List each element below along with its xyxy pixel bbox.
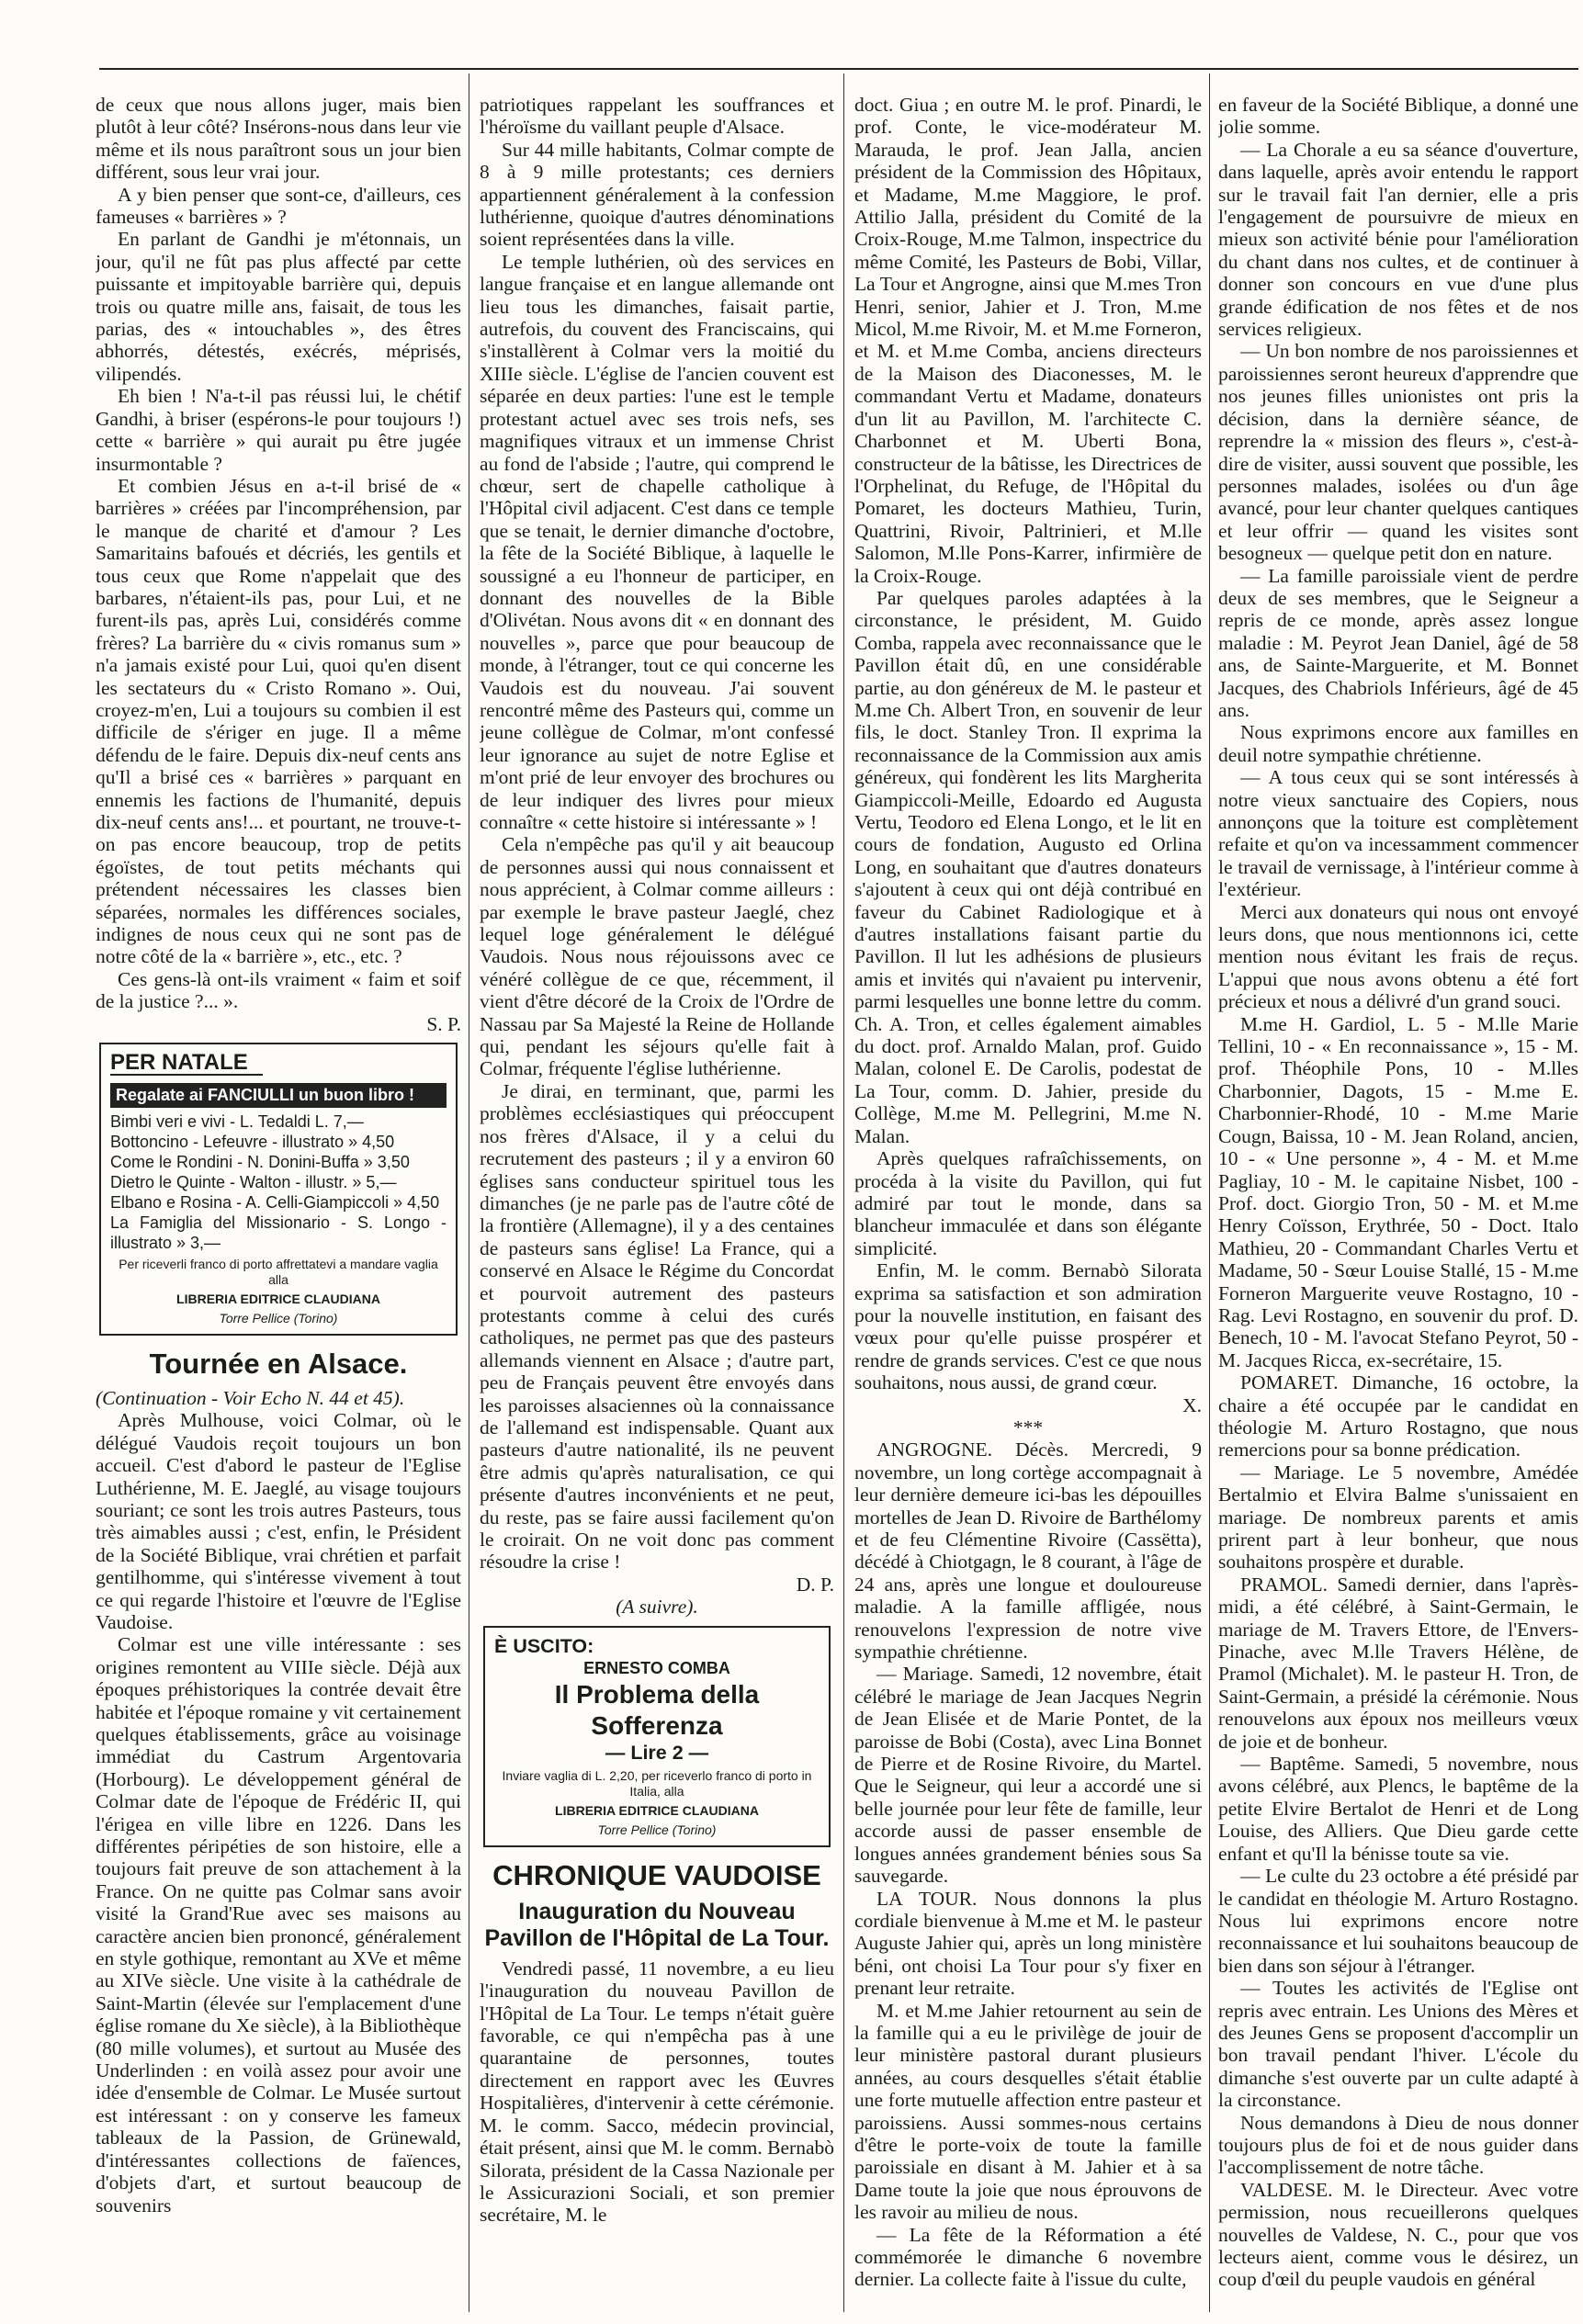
paragraph: — Mariage. Samedi, 12 novembre, était célébré le mariage de Jean Jacques Negrin de Jean Elisée et de Marie Pontet, de la paroisse de Bobi (Costa), avec Lina Bonnet de Pierre et de Rosine Rivoire, du Martel. Que le Seigneur, qui leur a accordé une si belle journée pour leur fête de famille, leur accorde aussi de passer ensemble de longues années grandement bénies sous Sa sauvegarde. <box>854 1663 1202 1888</box>
advert-publisher: LIBRERIA EDITRICE CLAUDIANA <box>176 1291 380 1306</box>
paragraph: Enfin, M. le comm. Bernabò Silorata exprima sa satisfaction et son admiration pour la nouvelle institution, en faisant des vœux pour qu'elle puisse prospérer et rendre de grands services. C'est ce que nous souhaitons, nous aussi, de grand cœur. <box>854 1259 1202 1394</box>
advert-price: — Lire 2 — <box>605 1742 709 1765</box>
paragraph: Et combien Jésus en a-t-il brisé de « barrières » créées par l'incompréhension, par le manque de charité et d'amour ? Les Samaritains bafoués et décriés, les gentils et tous ceux que Rome n'appelait que des barbares, n'étaient-ils pas, pour Lui, et ne furent-ils pas, après Lui, considérés comme frères? La barrière du « civis romanus sum » n'a jamais existé pour Lui, quoi qu'en disent les sectateurs du « Cristo Romano ». Oui, croyez-m'en, Lui a toujours su combien il est difficile de s'ériger en juge. Il a même défendu de le faire. Depuis dix-neuf cents ans qu'Il a brisé ces « barrières » parquant en ennemis les factions de l'humanité, depuis dix-neuf cents ans!... et pourtant, ne trouve-t-on pas encore beaucoup, trop de petits égoïstes, de tout petits méchants qui prétendent nécessaires les classes bien séparées, normales les différences sociales, indignes de nous ceux qui ne sont pas de notre côté de la « barrière », etc., etc. ? <box>96 474 461 968</box>
advert-note: Inviare vaglia di L. 2,20, per riceverlo franco di porto in Italia, alla <box>502 1767 812 1799</box>
column-2 <box>480 94 834 2312</box>
paragraph: — A tous ceux qui se sont intéressés à notre vieux sanctuaire des Copiers, nous annonçons que la toiture est complètement refaite et qu'on va incessamment commencer le travail de vernissage, à l'intérieur comme à l'extérieur. <box>1218 766 1578 901</box>
signature: S. P. <box>426 1012 461 1035</box>
paragraph: — La famille paroissiale vient de perdre deux de ses membres, que le Seigneur a repris de ce monde, après assez longue maladie : M. Peyrot Jean Daniel, âgé de 58 ans, de Sainte-Marguerite, et M. Bonnet Jacques, des Chabriols Inférieurs, âgé de 45 ans. <box>1218 564 1578 721</box>
advert-note: Per riceverli franco di porto affrettatevi a mandare vaglia alla <box>119 1256 438 1287</box>
paragraph: Colmar est une ville intéressante : ses origines remontent au VIIIe siècle. Déjà aux époques préhistoriques la contrée devait être habitée et l'époque romaine y vit certainement quelques établissements, grâce au voisinage immédiat du Castrum Argentovaria (Horbourg). Le développement général de Colmar date de l'époque de Frédéric II, qui l'érigea en ville libre en 1226. Dans les différentes péripéties de son histoire, elle a toujours fait preuve de son attachement à la France. On ne quitte pas Colmar sans avoir visité la Grand'Rue avec ses maisons au caractère ancien bien prononcé, généralement en style gothique, remontant au XVe et même au XIVe siècle. Une visite à la cathédrale de Saint-Martin (élevée sur l'emplacement d'une église romane du Xe siècle), à la Bibliothèque (80 mille volumes), et surtout au Musée des Underlinden : en voilà assez pour avoir une idée d'ensemble de Colmar. Le Musée surtout est intéressant : on y conserve les fameux tableaux de la Passion, de Grünewald, d'intéressantes collections de faïences, d'objets d'art, et surtout beaucoup de souvenirs <box>96 1633 461 2217</box>
paragraph: — La fête de la Réformation a été commémorée le dimanche 6 novembre dernier. La collecte faite à l'issue du culte, <box>854 2223 1202 2291</box>
paragraph: POMARET. Dimanche, 16 octobre, la chaire a été occupée par le candidat en théologie M. Arturo Rostagno, que nous remercions pour sa bonne prédication. <box>1218 1371 1578 1461</box>
article-continuation: (Continuation - Voir Echo N. 44 et 45). <box>96 1386 405 1409</box>
paragraph: Ces gens-là ont-ils vraiment « faim et soif de la justice ?... ». <box>96 967 461 1013</box>
paragraph: — Toutes les activités de l'Eglise ont repris avec entrain. Les Unions des Mères et des Jeunes Gens se proposent d'accomplir un bon travail pendant l'hiver. L'école du dimanche s'est ouverte par un culte adapté à la circonstance. <box>1218 1977 1578 2112</box>
paragraph: en faveur de la Société Biblique, a donné une jolie somme. <box>1218 94 1578 139</box>
paragraph: M.me H. Gardiol, L. 5 - M.lle Marie Tellini, 10 - « En reconnaissance », 15 - M. prof. Théophile Pons, 10 - M.lles Charbonnier, Dagots, 15 - M.me E. Charbonnier-Rhodé, 10 - M.me Marie Cougn, Baissa, 10 - M. Jean Roland, ancien, 10 - « Une personne », 4 - M. et M.me Pagliay, 10 - M. le capitaine Nisbet, 100 - Prof. doct. Giorgio Tron, 50 - M. et M.me Henry Coïsson, Erythrée, 50 - Doct. Italo Mathieu, 20 - Commandant Charles Vertu et Madame, 50 - Sœur Louise Stallé, 15 - M.me Forneron Marguerite veuve Rostagno, 10 - Rag. Levi Rostagno, en souvenir du prof. D. Benech, 10 - M. l'avocat Stefano Peyrot, 50 - M. Jacques Ricca, ex-secrétaire, 15. <box>1218 1012 1578 1371</box>
paragraph: Je dirai, en terminant, que, parmi les problèmes ecclésiastiques qui préoccupent nos frères d'Alsace, il y a celui du recrutement des pasteurs ; il y a environ 60 églises sans conducteur spirituel tous les dimanches (je ne parle pas de l'autre côté de la frontière (Allemagne), il y a des centaines de pasteurs sans église! La France, qui a conservé en Alsace le Régime du Concordat et pourvoit autrement des pasteurs protestants comme à celui des curés catholiques, ne permet pas que des pasteurs allemands viennent en Alsace ; d'autre part, peu de Français peuvent être envoyés dans les paroisses alsaciennes où la connaissance de l'allemand est indispensable. Quant aux pasteurs d'autre nationalité, ils ne peuvent être admis qu'après naturalisation, ce qui présente d'autres inconvénients et ne peut, du reste, pas se faire aussi facilement qu'on le croirait. On ne voit donc pas comment résoudre la crise ! <box>480 1079 834 1574</box>
list-item: Dietro le Quinte - Walton - illustr. » 5,— <box>110 1172 397 1191</box>
paragraph: M. et M.me Jahier retournent au sein de la famille qui a eu le privilège de jouir de leur ministère pastoral durant plusieurs années, au cours desquelles s'était établie une forte mutuelle affection entre pasteur et paroissiens. Aussi sommes-nous certains d'être le porte-voix de toute la famille paroissiale en disant à M. Jahier et à sa Dame toute la joie que nous éprouvons de les ravoir au milieu de nous. <box>854 1999 1202 2224</box>
top-rule <box>99 68 1578 70</box>
book-advert <box>483 1626 831 1847</box>
list-item: Elbano e Rosina - A. Celli-Giampiccoli » 4,50 <box>110 1192 440 1212</box>
list-item: Bimbi veri e vivi - L. Tedaldi L. 7,— <box>110 1111 364 1131</box>
paragraph: Après quelques rafraîchissements, on procéda à la visite du Pavillon, qui fut admiré par tout le monde, dans sa blancheur immaculée et dans son élégante simplicité. <box>854 1147 1202 1259</box>
advert-title: PER NATALE <box>110 1052 263 1076</box>
to-be-continued: (A suivre). <box>616 1596 698 1619</box>
column-separator <box>843 73 844 2312</box>
paragraph: — La Chorale a eu sa séance d'ouverture, dans laquelle, après avoir entendu le rapport sur le travail fait l'an dernier, elle a pris l'engagement de poursuivre de mieux en mieux son activité bénie pour l'amélioration du chant dans nos cultes, et de continuer à donner son concours en vue d'une plus grande édification de nos fêtes et de nos services religieux. <box>1218 138 1578 341</box>
column-1 <box>96 94 461 2312</box>
paragraph: Le temple luthérien, où des services en langue française et en langue allemande ont lieu tous les dimanches, faisait partie, autrefois, du couvent des Franciscains, qui s'installèrent à Colmar vers la moitié du XIIIe siècle. L'église de l'ancien couvent est séparée en deux parties: l'une est le temple protestant actuel avec ses trois nefs, ses magnifiques vitraux et un immense Christ au fond de l'abside ; l'autre, qui comprend le chœur, sert de chapelle catholique à l'Hôpital civil adjacent. C'est dans ce temple que se tenait, le dernier dimanche d'octobre, la fête de la Société Biblique, à laquelle le soussigné a eu l'honneur de participer, en donnant des nouvelles de la Bible d'Olivétan. Nous avons dit « en donnant des nouvelles », parce que pour beaucoup de monde, à l'étranger, tout ce qui concerne les Vaudois est du nouveau. J'ai souvent rencontré même des Pasteurs qui, comme un jeune collègue de Colmar, m'ont confessé leur ignorance au sujet de notre Eglise et m'ont prié de leur envoyer des brochures ou de leur indiquer des livres pour mieux connaître « cette histoire si intéressante » ! <box>480 250 834 833</box>
paragraph: — Mariage. Le 5 novembre, Amédée Bertalmio et Elvira Balme s'unissaient en mariage. De nombreux parents et amis prirent part à leur bonheur, que nous souhaitons prospère et durable. <box>1218 1461 1578 1574</box>
advert-city: Torre Pellice (Torino) <box>219 1310 338 1326</box>
paragraph: patriotiques rappelant les souffrances et l'héroïsme du vaillant peuple d'Alsace. <box>480 94 834 139</box>
signature: X. <box>1182 1393 1202 1416</box>
article-title: Inauguration du Nouveau Pavillon de l'Hôpital de La Tour. <box>484 1898 830 1951</box>
column-separator <box>1209 73 1210 2312</box>
paragraph: — Baptême. Samedi, 5 novembre, nous avons célébré, aux Plencs, le baptême de la petite Elvire Bertalot de Henri et de Long Louise, des Alliers. Que Dieu garde cette enfant et qu'Il la bénisse toute sa vie. <box>1218 1753 1578 1865</box>
paragraph: VALDESE. M. le Directeur. Avec votre permission, nous recueillerons quelques nouvelles de Valdese, N. C., pour que vos lecteurs aient, comme vous le désirez, un coup d'œil du peuple vaudois en général <box>1218 2178 1578 2291</box>
paragraph: Vendredi passé, 11 novembre, a eu lieu l'inauguration du nouveau Pavillon de l'Hôpital de La Tour. Le temps n'était guère favorable, ce qui n'empêcha pas à une quarantaine de personnes, toutes directement en rapport avec les Œuvres Hospitalières, d'intervenir à cette cérémonie. M. le comm. Sacco, médecin provincial, était présent, ainsi que M. le comm. Bernabò Silorata, président de la Cassa Nazionale per le Assicurazioni Sociali, et son premier secrétaire, M. le <box>480 1957 834 2227</box>
paragraph: — Le culte du 23 octobre a été présidé par le candidat en théologie M. Arturo Rostagno. Nous lui exprimons encore notre reconnaissance et lui souhaitons beaucoup de bien dans son séjour à l'étranger. <box>1218 1865 1578 1977</box>
section-title: CHRONIQUE VAUDOISE <box>492 1858 821 1891</box>
advert-publisher: LIBRERIA EDITRICE CLAUDIANA <box>555 1802 759 1818</box>
article-title: Tournée en Alsace. <box>149 1347 408 1380</box>
advert-banner: Regalate ai FANCIULLI un buon libro ! <box>110 1083 447 1107</box>
paragraph: doct. Giua ; en outre M. le prof. Pinardi, le prof. Conte, le vice-modérateur M. Marauda, le prof. Jean Jalla, ancien président de la Commission des Hôpitaux, et Madame, M.me Maggiore, le prof. Attilio Jalla, président du Comité de la Croix-Rouge, M.me Talmon, inspectrice du même Comité, les Pasteurs de Bobi, Villar, La Tour et Angrogne, ainsi que M.mes Tron Henri, senior, Jahier et J. Tron, M.me Micol, M.me Rivoir, M. et M.me Forneron, et M. et M.me Comba, anciens directeurs de la Maison des Diaconesses, M. le commandant Vertu et Madame, donateurs d'un lit au Pavillon, M. l'architecte C. Charbonnet et M. Uberti Bona, constructeur de la bâtisse, les Directrices de l'Orphelinat, du Refuge, de l'Hôpital du Pomaret, les docteurs Mathieu, Turin, Quattrini, Rivoir, Paltrinieri, et M.lle Salomon, M.lle Pons-Karrer, infirmière de la Croix-Rouge. <box>854 94 1202 587</box>
paragraph: ANGROGNE. Décès. Mercredi, 9 novembre, un long cortège accompagnait à leur dernière demeure ici-bas les dépouilles mortelles de Jean D. Rivoire de Barthélomy et de feu Clémentine Rivoire (Cassëtta), décédé à Chiotgagn, le 8 courant, à l'âge de 24 ans, après une longue et douloureuse maladie. A la famille affligée, nous renouvelons l'expression de notre vive sympathie chrétienne. <box>854 1438 1202 1664</box>
paragraph: Merci aux donateurs qui nous ont envoyé leurs dons, que nous mentionnons ici, cette mention nous évitant les frais de reçus. L'appui que nous avons obtenu a été fort précieux et nous a délivré d'un grand souci. <box>1218 900 1578 1013</box>
paragraph: Nous exprimons encore aux familles en deuil notre sympathie chrétienne. <box>1218 721 1578 766</box>
paragraph: de ceux que nous allons juger, mais bien plutôt à leur côté? Insérons-nous dans leur vie même et ils nous paraîtront sous un jour bien différent, sous leur vrai jour. <box>96 94 461 184</box>
paragraph: A y bien penser que sont-ce, d'ailleurs, ces fameuses « barrières » ? <box>96 183 461 229</box>
paragraph: Sur 44 mille habitants, Colmar compte de 8 à 9 mille protestants; ces derniers appartiennent généralement à la confession luthérienne, quoique d'autres dénominations soient représentées dans la ville. <box>480 138 834 251</box>
list-item: La Famiglia del Missionario - S. Longo - illustrato » 3,— <box>110 1213 447 1252</box>
section-divider: *** <box>1012 1416 1044 1438</box>
book-advert <box>99 1043 458 1336</box>
paragraph: Eh bien ! N'a-t-il pas réussi lui, le chétif Gandhi, à briser (espérons-le pour toujours !) cette « barrière » qui aurait pu être jugée insurmontable ? <box>96 385 461 475</box>
column-4 <box>1218 94 1578 2312</box>
signature: D. P. <box>796 1573 834 1596</box>
column-3 <box>854 94 1202 2312</box>
list-item: Bottoncino - Lefeuvre - illustrato » 4,50 <box>110 1132 395 1151</box>
list-item: Come le Rondini - N. Donini-Buffa » 3,50 <box>110 1152 410 1171</box>
paragraph: PRAMOL. Samedi dernier, dans l'après-midi, a été célébré, à Saint-Germain, le mariage de M. Travers Ettore, de l'Envers-Pinache, avec M.lle Travers Hélène, de Pramol (Michalet). M. le pasteur H. Tron, de Saint-Germain, a présidé la cérémonie. Nous renouvelons aux époux nos meilleurs vœux de joie et de bonheur. <box>1218 1573 1578 1753</box>
advert-label: È USCITO: <box>494 1634 594 1657</box>
advert-author: ERNESTO COMBA <box>583 1659 730 1678</box>
advert-city: Torre Pellice (Torino) <box>597 1822 717 1837</box>
advert-book-title: Il Problema della Sofferenza <box>554 1680 760 1741</box>
paragraph: Nous demandons à Dieu de nous donner toujours plus de foi et de nous guider dans l'accomplissement de notre tâche. <box>1218 2111 1578 2179</box>
paragraph: Cela n'empêche pas qu'il y ait beaucoup de personnes aussi qui nous connaissent et nous apprécient, à Colmar comme ailleurs : par exemple le brave pasteur Jaeglé, chez lequel loge généralement le délégué Vaudois. Nous nous réjouissons avec ce vénéré collègue de ce que, récemment, il vient d'être décoré de la Croix de l'Ordre de Nassau par Sa Majesté la Reine de Hollande qui, pendant les séjours qu'elle fait à Colmar, fréquente l'église luthérienne. <box>480 833 834 1080</box>
paragraph: Après Mulhouse, voici Colmar, où le délégué Vaudois reçoit toujours un bon accueil. C'est d'abord le pasteur de l'Eglise Luthérienne, M. E. Jaeglé, au visage toujours souriant; ce sont les trois autres Pasteurs, tous très aimables aussi ; c'est, enfin, le Président de la Société Biblique, vrai chrétien et parfait gentilhomme, qui s'intéresse vivement à tout ce qui regarde l'histoire et l'œuvre de l'Eglise Vaudoise. <box>96 1409 461 1633</box>
paragraph: En parlant de Gandhi je m'étonnais, un jour, qu'il ne fût pas plus affecté par cette puissante et impitoyable barrière qui, depuis trois ou quatre mille ans, faisait, de tous les parias, des « intouchables », des êtres abhorrés, détestés, exécrés, méprisés, vilipendés. <box>96 228 461 385</box>
paragraph: — Un bon nombre de nos paroissiennes et paroissiennes seront heureux d'apprendre que nos jeunes filles unionistes ont pris la décision, dans la dernière séance, de reprendre la « mission des fleurs », c'est-à-dire de visiter, aussi souvent que possible, les personnes malades, isolées ou d'un âge avancé, pour leur chanter quelques cantiques et leur offrir — quand les visites sont besogneux — quelque petit don en nature. <box>1218 340 1578 565</box>
paragraph: Par quelques paroles adaptées à la circonstance, le président, M. Guido Comba, rappela avec reconnaissance que le Pavillon était dû, en une considérable partie, au don généreux de M. le pasteur et M.me Ch. Albert Tron, en souvenir de leur fils, le doct. Stanley Tron. Il exprima la reconnaissance de la Commission aux amis généreux, qui fondèrent les lits Margherita Giampiccoli-Meille, Edoardo ed Augusta Vertu, Teodoro ed Elena Longo, et le lit en cours de fondation, Augusto ed Orlina Long, en souhaitant que d'autres donateurs s'ajoutent à ceux qui ont déjà contribué en faveur du Cabinet Radiologique et à d'autres installations faisant partie du Pavillon. Il lut les adhésions de plusieurs amis et invités qui n'avaient pu intervenir, parmi lesquelles une bonne lettre du comm. Ch. A. Tron, et celles également aimables du doct. prof. Arnaldo Malan, prof. Guido Malan, colonel E. De Carolis, podestat de La Tour, comm. D. Jahier, preside du Collège, M.me M. Pellegrini, M.me N. Malan. <box>854 586 1202 1147</box>
paragraph: LA TOUR. Nous donnons la plus cordiale bienvenue à M.me et M. le pasteur Auguste Jahier qui, après un long ministère béni, ont choisi La Tour pour s'y fixer en prenant leur retraite. <box>854 1887 1202 2000</box>
